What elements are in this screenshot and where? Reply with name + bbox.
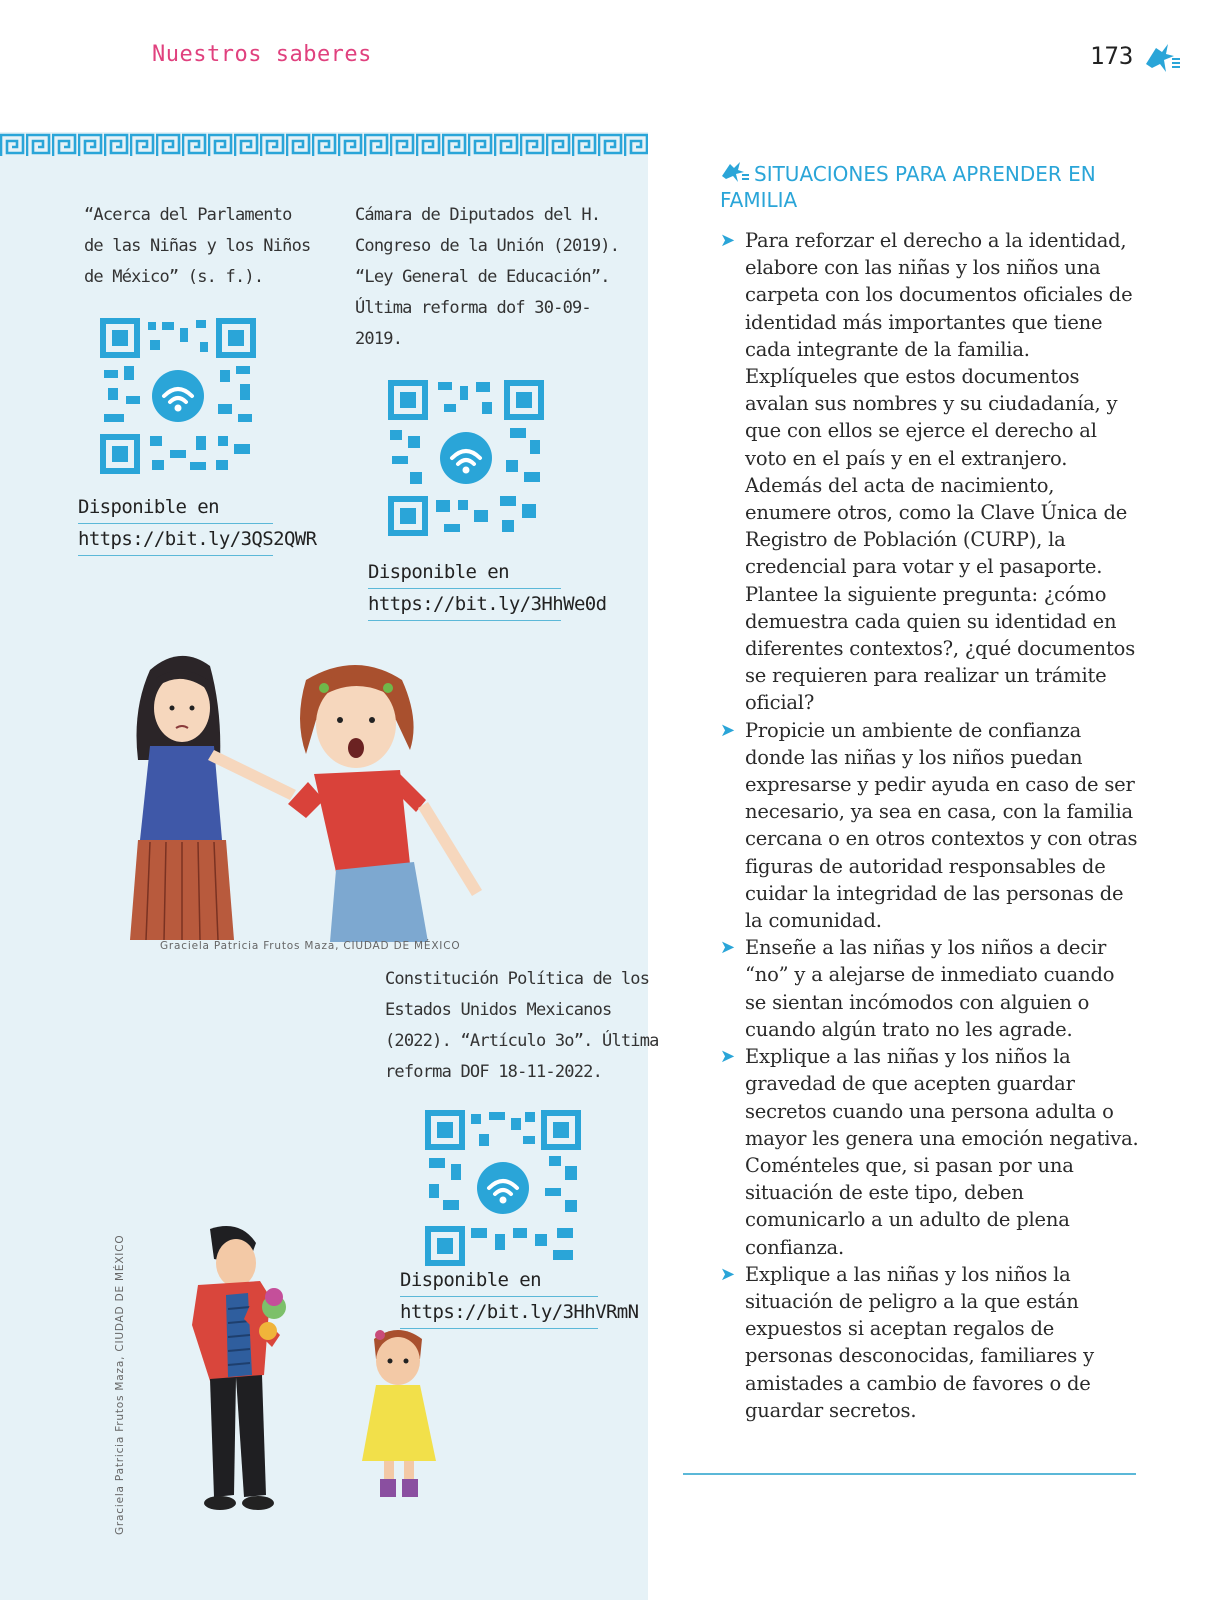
illustration-man-offering-gift [140,1225,480,1530]
list-item-text: Para reforzar el derecho a la identidad, elabore con las niñas y los niños una carpeta con los documentos oficiales de identidad más importantes que tiene cada integrante de la familia. Explíqueles que estos documentos avalan sus nombres y su ciudadanía, y que con ellos se ejerce el derecho al voto en el país y en el extranjero. Además del acta de nacimiento, enumere otros, como la Clave Única de Registro de Población (CURP), la credencial para votar y el pasaporte. Plantee la siguiente pregunta: ¿cómo demuestra cada quien su identidad en diferentes contextos?, ¿qué documentos se requieren para realizar un trámite oficial? [745,229,1136,715]
list-item-text: Enseñe a las niñas y los niños a decir “no” y a alejarse de inmediato cuando se sientan incómodos con alguien o cuando algún trato no les agrade. [745,936,1115,1041]
list-item-text: Explique a las niñas y los niños la gravedad de que acepten guardar secretos cuando una persona adulta o mayor les genera una emoción negativa. Coménteles que, si pasan por una situación de este tipo, deben comunicarlo a un adulto de plena confianza. [745,1045,1139,1259]
link-block-2 [368,557,607,621]
list-item-text: Explique a las niñas y los niños la situación de peligro a la que están expuestos si aceptan regalos de personas desconocidas, familiares y amistades a cambio de favores o de guardar secretos. [745,1262,1094,1422]
available-label: Disponible en [400,1265,598,1297]
running-header: Nuestros saberes [152,42,372,67]
section-heading [720,160,1140,213]
list-item [720,227,1140,717]
illustration-girls-arguing [110,650,500,942]
section-divider [683,1473,1136,1475]
resource-link[interactable]: https://bit.ly/3HhWe0d [368,589,561,621]
arrow-bullet-icon: ➤ [720,719,735,741]
citation-text-2: Cámara de Diputados del H. Congreso de la Unión (2019). “Ley General de Educación”. Última reforma dof 30-09- 2019. [355,205,620,349]
available-label: Disponible en [368,557,561,589]
family-bird-icon [720,160,750,184]
arrow-bullet-icon: ➤ [720,937,735,959]
arrow-bullet-icon: ➤ [720,1046,735,1068]
arrow-bullet-icon: ➤ [720,230,735,251]
list-item [720,1261,1140,1424]
page-number: 173 [1090,42,1134,70]
qr-code-icon[interactable] [100,318,256,474]
list-item [720,934,1140,1043]
qr-code-icon[interactable] [388,380,544,536]
resource-link[interactable]: https://bit.ly/3QS2QWR [78,524,273,556]
illustration-credit-vertical: Graciela Patricia Frutos Maza, CIUDAD DE MÉXICO [114,1234,126,1535]
resource-link[interactable]: https://bit.ly/3HhVRmN [400,1297,598,1329]
citation-text-3: Constitución Política de los Estados Unidos Mexicanos (2022). “Artículo 3o”. Última reforma DOF 18-11-2022. [385,969,659,1082]
available-label: Disponible en [78,492,273,524]
greek-key-border [0,132,648,158]
link-block-1 [78,492,317,556]
recommendations-list [720,227,1140,1424]
illustration-credit: Graciela Patricia Frutos Maza, CIUDAD DE MÉXICO [160,940,461,952]
section-title: SITUACIONES PARA APRENDER EN FAMILIA [720,162,1096,212]
list-item [720,717,1140,935]
bird-glyph-icon [1142,38,1182,78]
citation-text-1: “Acerca del Parlamento de las Niñas y los Niños de México” (s. f.). [84,205,311,287]
list-item [720,1043,1140,1261]
list-item-text: Propicie un ambiente de confianza donde las niñas y los niños puedan expresarse y pedir ayuda en caso de ser necesario, ya sea en casa, con la familia cercana o en otros contextos y con otras figuras de autoridad responsables de cuidar la integridad de las personas de la comunidad. [745,718,1138,933]
arrow-bullet-icon: ➤ [720,1263,735,1285]
